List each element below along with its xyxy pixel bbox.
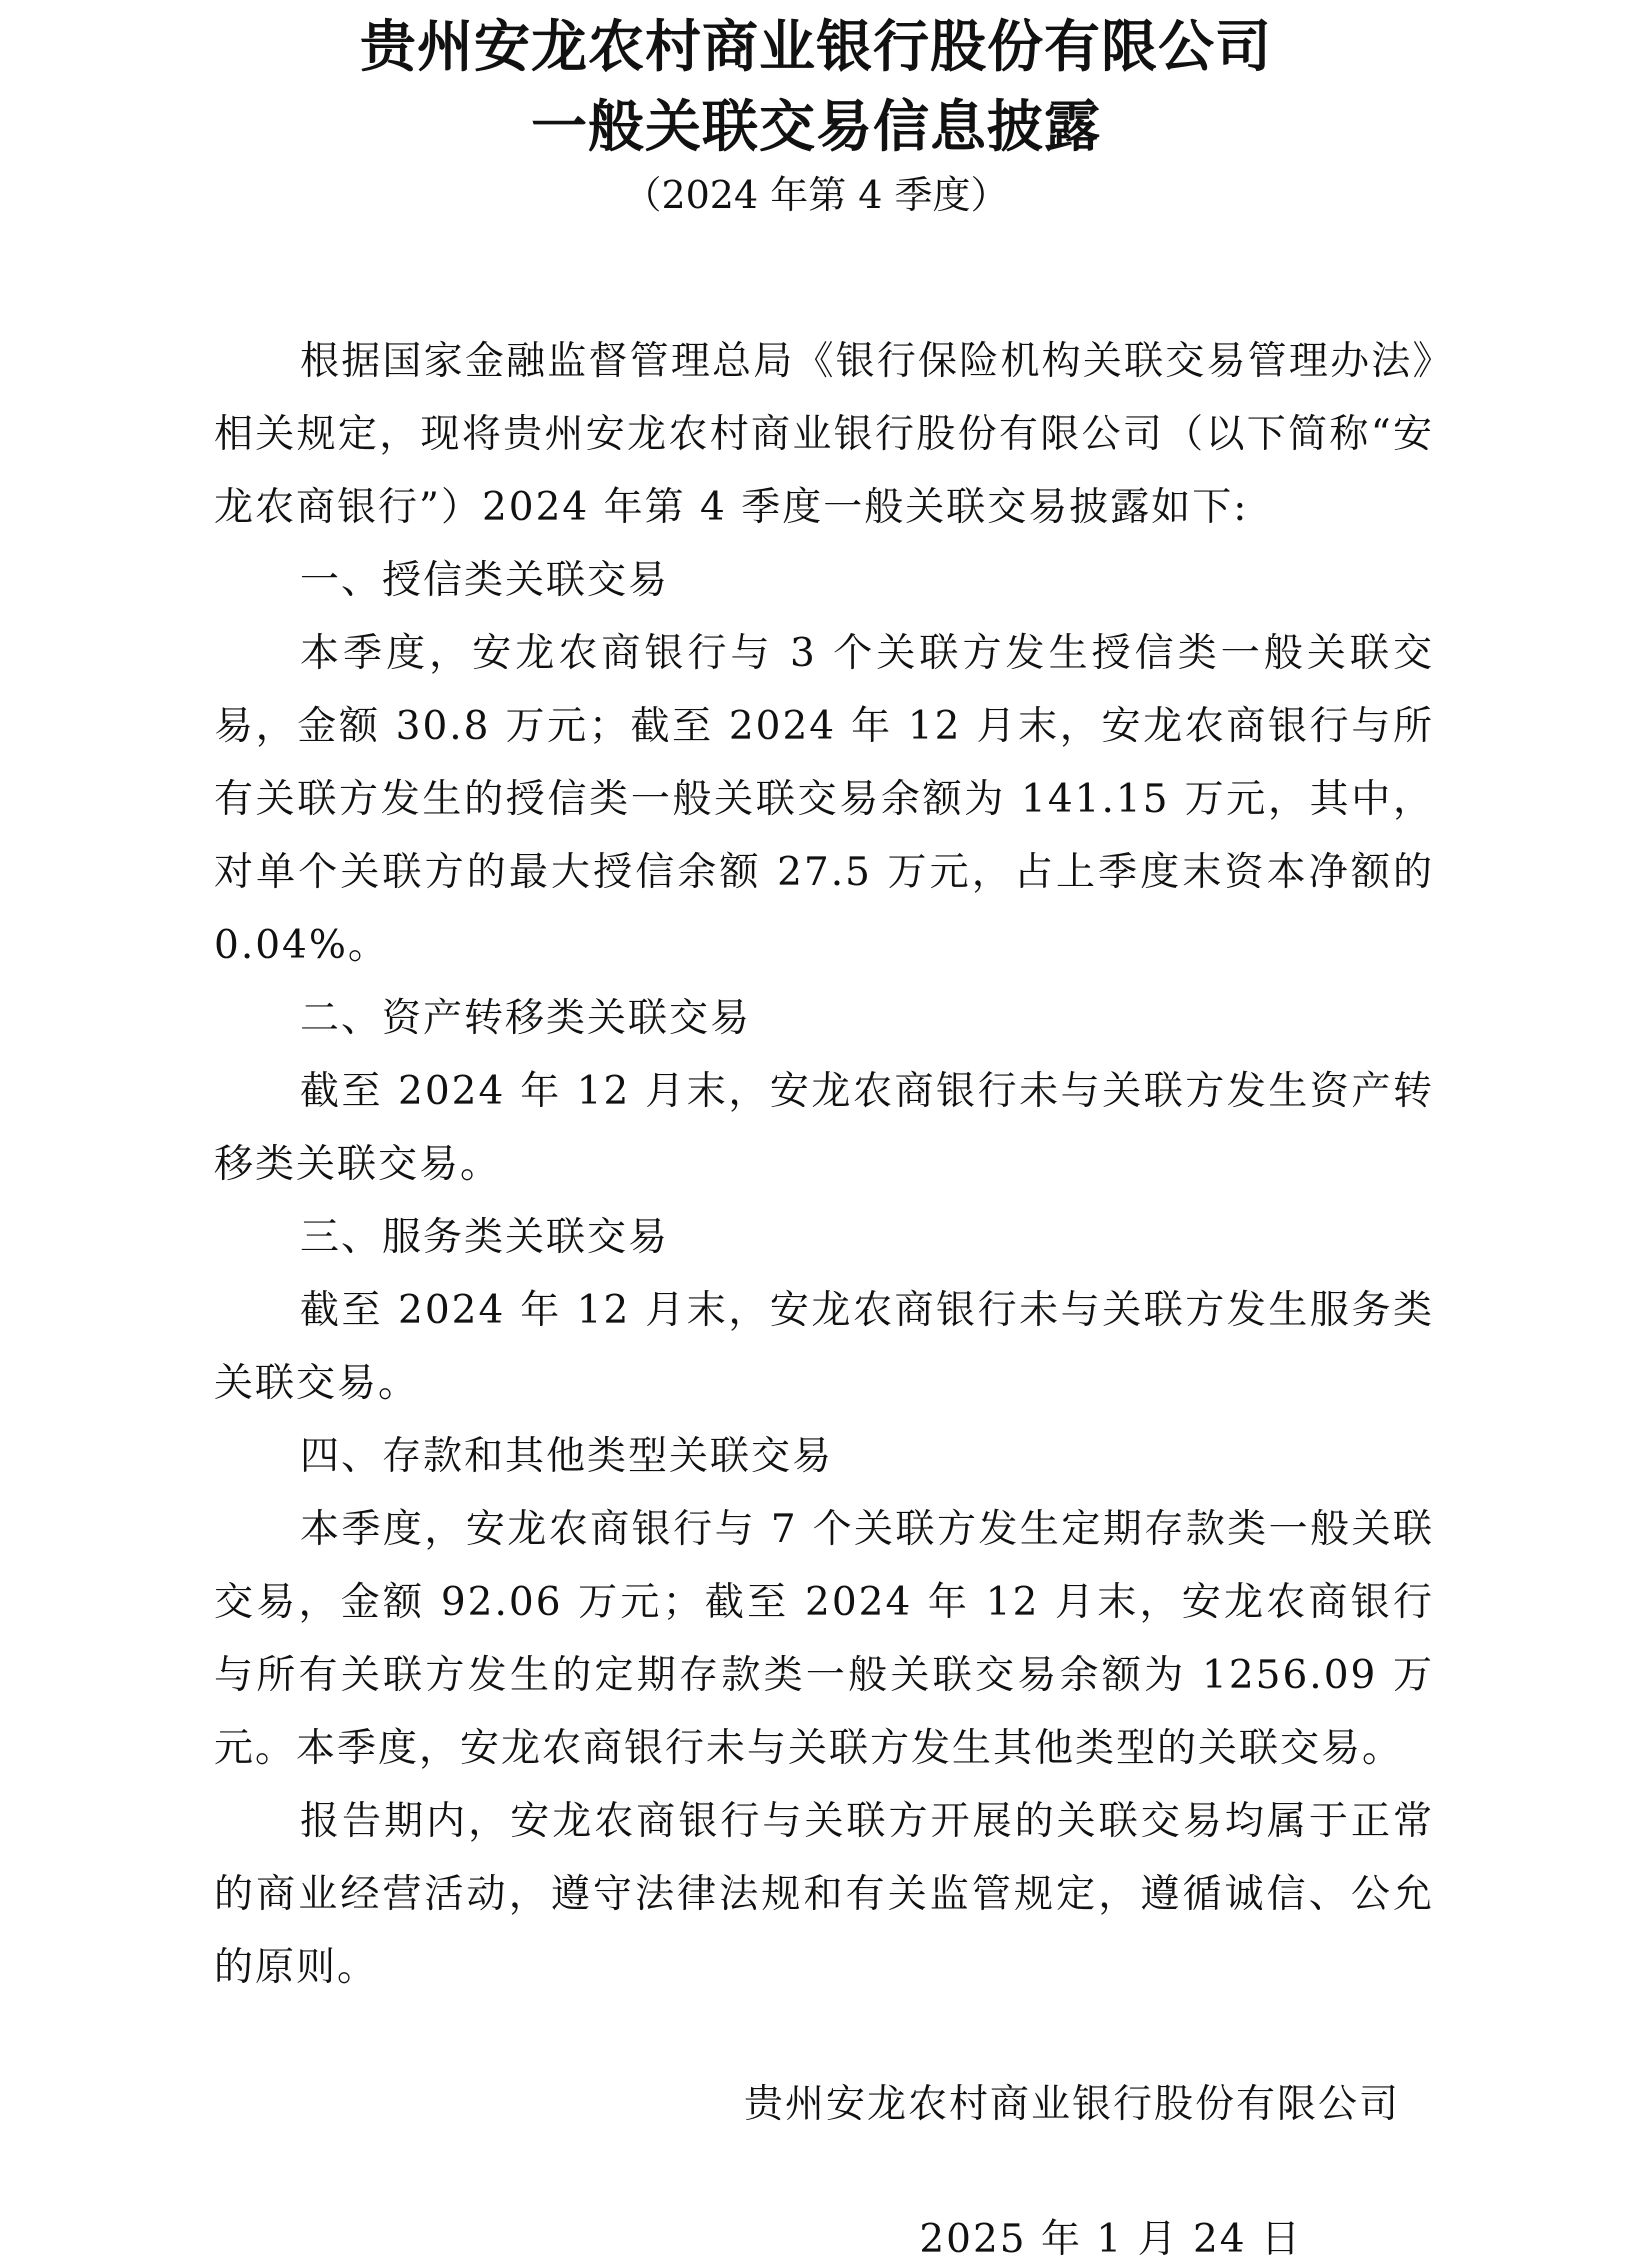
intro-paragraph: 根据国家金融监督管理总局《银行保险机构关联交易管理办法》相关规定，现将贵州安龙农村商业银行股份有限公司（以下简称“安龙农商银行”）2024 年第 4 季度一般关联交易披露如下: [214, 339, 1434, 530]
section-paragraph-deposit-other: 本季度，安龙农商银行与 7 个关联方发生定期存款类一般关联交易，金额 92.06 万元；截至 2024 年 12 月末，安龙农商银行与所有关联方发生的定期存款类一般关联交易余额为 1256.09 万元。本季度，安龙农商银行未与关联方发生其他类型的关联交易。 [214, 1507, 1434, 1771]
section-heading-asset-transfer: 二、资产转移类关联交易 [300, 996, 752, 1041]
section-paragraph-service: 截至 2024 年 12 月末，安龙农商银行未与关联方发生服务类关联交易。 [214, 1288, 1434, 1406]
document-subtitle: 一般关联交易信息披露 [531, 95, 1101, 160]
section-heading-service: 三、服务类关联交易 [300, 1215, 670, 1260]
signature-organization: 贵州安龙农村商业银行股份有限公司 [743, 2082, 1400, 2127]
section-paragraph-asset-transfer: 截至 2024 年 12 月末，安龙农商银行未与关联方发生资产转移类关联交易。 [214, 1069, 1434, 1187]
section-heading-credit: 一、授信类关联交易 [300, 558, 670, 603]
section-paragraph-credit: 本季度，安龙农商银行与 3 个关联方发生授信类一般关联交易，金额 30.8 万元；截至 2024 年 12 月末，安龙农商银行与所有关联方发生的授信类一般关联交易余额为 141.15 万元，其中，对单个关联方的最大授信余额 27.5 万元，占上季度末资本净额的 0.04%。 [214, 631, 1434, 968]
closing-paragraph: 报告期内，安龙农商银行与关联方开展的关联交易均属于正常的商业经营活动，遵守法律法规和有关监管规定，遵循诚信、公允的原则。 [214, 1799, 1434, 1990]
signature-date: 2025 年 1 月 24 日 [919, 2217, 1302, 2262]
document-title: 贵州安龙农村商业银行股份有限公司 [360, 15, 1272, 80]
reporting-period: （2024 年第 4 季度） [623, 173, 1009, 217]
section-heading-deposit-other: 四、存款和其他类型关联交易 [300, 1434, 834, 1479]
document-body [214, 325, 1434, 2004]
